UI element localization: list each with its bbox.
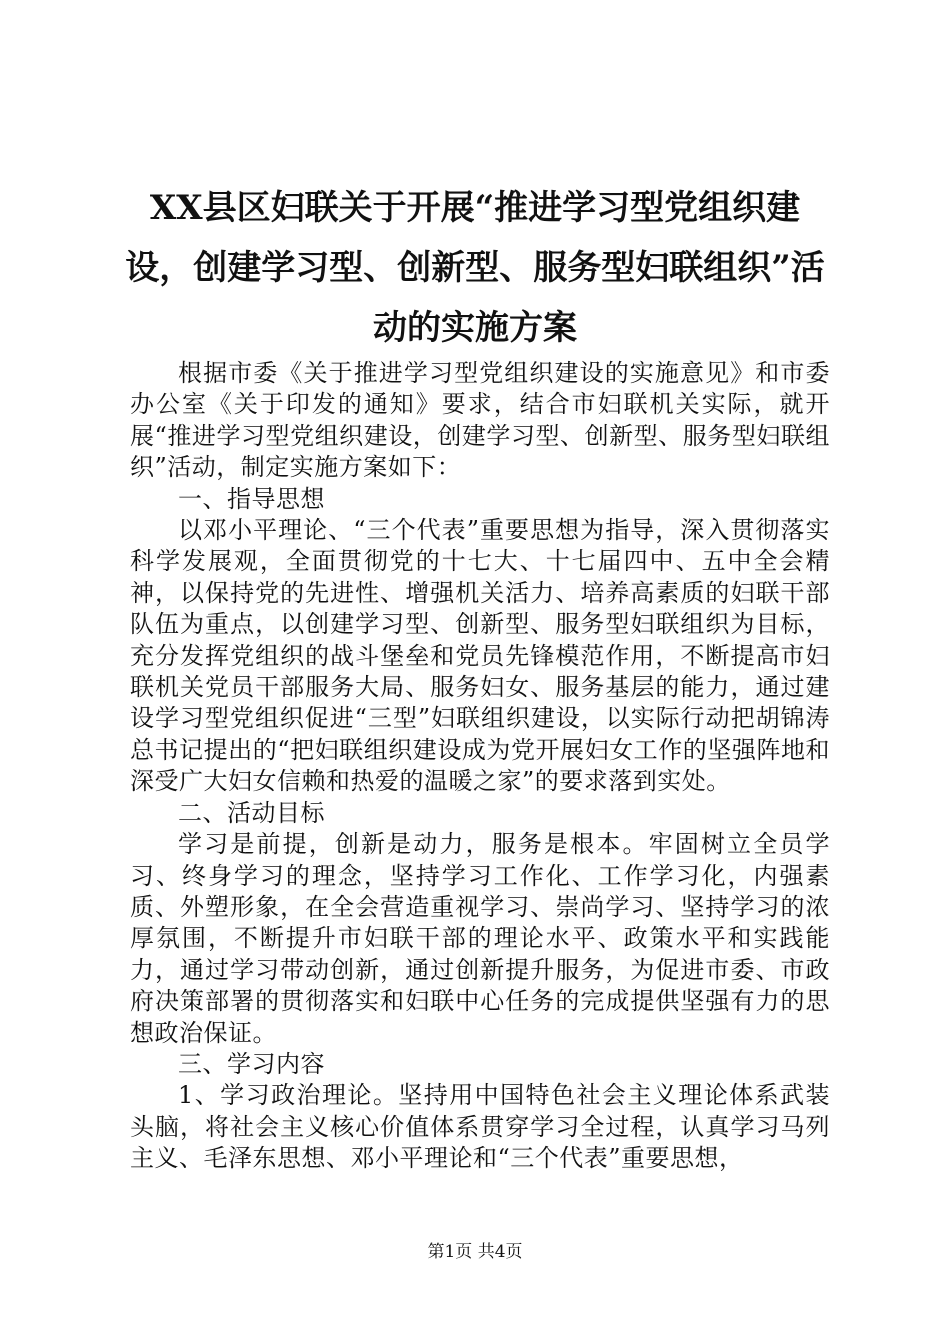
section-heading-guiding-ideology: 一、指导思想 <box>178 484 325 513</box>
intro-paragraph: 根据市委《关于推进学习型党组织建设的实施意见》和市委办公室《关于印发的通知》要求，结合市妇联机关实际，就开展“推进学习型党组织建设，创建学习型、创新型、服务型妇联组织”活动，制定实施方案如下： <box>130 359 830 482</box>
document-title: XX县区妇联关于开展“推进学习型党组织建设，创建学习型、创新型、服务型妇联组织”活动的实施方案 <box>125 188 825 348</box>
guiding-ideology-paragraph: 以邓小平理论、“三个代表”重要思想为指导，深入贯彻落实科学发展观，全面贯彻党的十七大、十七届四中、五中全会精神，以保持党的先进性、增强机关活力、培养高素质的妇联干部队伍为重点，以创建学习型、创新型、服务型妇联组织为目标，充分发挥党组织的战斗堡垒和党员先锋模范作用，不断提高市妇联机关党员干部服务大局、服务妇女、服务基层的能力，通过建设学习型党组织促进“三型”妇联组织建设，以实际行动把胡锦涛总书记提出的“把妇联组织建设成为党开展妇女工作的坚强阵地和深受广大妇女信赖和热爱的温暖之家”的要求落到实处。 <box>130 516 830 796</box>
page-footer: 第1页 共4页 <box>427 1242 523 1262</box>
study-content-item-1: 1、学习政治理论。坚持用中国特色社会主义理论体系武装头脑，将社会主义核心价值体系贯穿学习全过程，认真学习马列主义、毛泽东思想、邓小平理论和“三个代表”重要思想， <box>130 1081 830 1173</box>
section-heading-activity-goals: 二、活动目标 <box>178 798 325 827</box>
document-body <box>130 358 830 1175</box>
activity-goals-paragraph: 学习是前提，创新是动力，服务是根本。牢固树立全员学习、终身学习的理念，坚持学习工作化、工作学习化，内强素质、外塑形象，在全会营造重视学习、崇尚学习、坚持学习的浓厚氛围，不断提升市妇联干部的理论水平、政策水平和实践能力，通过学习带动创新，通过创新提升服务，为促进市委、市政府决策部署的贯彻落实和妇联中心任务的完成提供坚强有力的思想政治保证。 <box>130 830 830 1047</box>
section-heading-study-content: 三、学习内容 <box>178 1049 325 1078</box>
